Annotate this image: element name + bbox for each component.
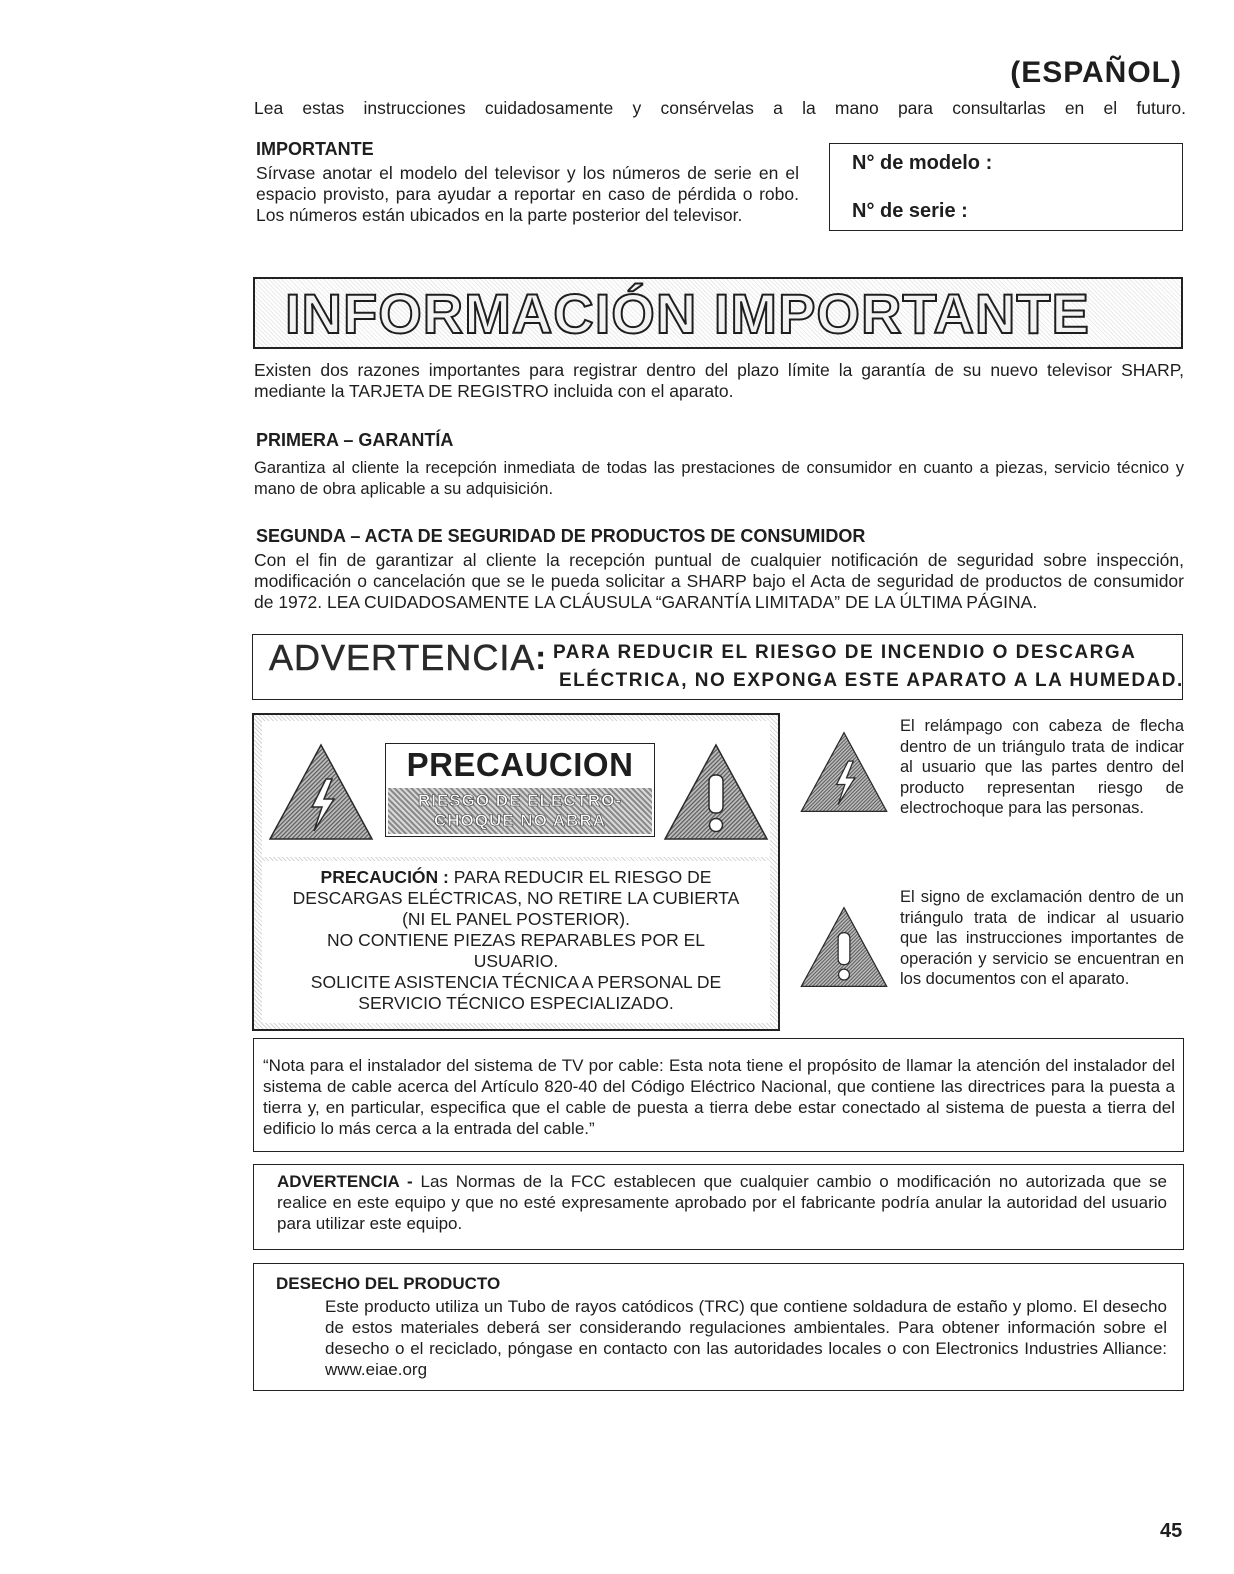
intro-text: Lea estas instrucciones cuidadosamente y consérvelas a la mano para consultarlas en el futuro. [254,98,1186,118]
caution-label: PRECAUCIÓN : [320,867,449,887]
exclamation-triangle-icon [663,743,769,841]
fcc-warning-label: ADVERTENCIA - [277,1172,413,1191]
caution-line-4: NO CONTIENE PIEZAS REPARABLES POR EL [327,930,705,950]
precaucion-title: PRECAUCION [406,746,634,783]
lightning-triangle-icon [799,731,889,813]
disposal-title: DESECHO DEL PRODUCTO [276,1274,501,1293]
caution-label-lower [262,861,770,1023]
first-reason-body: Garantiza al cliente la recepción inmediata de todas las prestaciones de consumidor en cuanto a piezas, servicio técnico y mano de obra aplicable a su adquisición. [254,459,1184,498]
shock-risk-line-1: RIESGO DE ELECTRO- [417,791,623,810]
important-info-banner [253,277,1183,349]
model-serial-box [829,143,1183,231]
shock-risk-line-2: CHOQUE NO ABRA [433,811,607,830]
caution-line-2: DESCARGAS ELÉCTRICAS, NO RETIRE LA CUBIERTA [292,888,740,908]
caution-line-3: (NI EL PANEL POSTERIOR). [402,909,630,929]
warning-line-1: PARA REDUCIR EL RIESGO DE INCENDIO O DESCARGA [553,642,1137,663]
product-disposal-box [253,1263,1184,1391]
lightning-triangle-icon [268,743,374,841]
second-reason-title: SEGUNDA – ACTA DE SEGURIDAD DE PRODUCTOS DE CONSUMIDOR [256,526,866,546]
disposal-body: Este producto utiliza un Tubo de rayos catódicos (TRC) que contiene soldadura de estaño y plomo. El desecho de estos materiales deberá ser considerando regulaciones ambientales. Para obtener información sobre el desecho o el reciclado, póngase en contacto con las autoridades locales o con Electronics Industries Alliance: www.eiae.org [325,1297,1167,1379]
caution-line-6: SOLICITE ASISTENCIA TÉCNICA A PERSONAL DE [310,972,722,992]
fcc-warning-box [253,1164,1184,1250]
caution-label-upper [262,721,770,857]
registration-intro: Existen dos razones importantes para registrar dentro del plazo límite la garantía de su nuevo televisor SHARP, mediante la TARJETA DE REGISTRO incluida con el aparato. [254,360,1184,401]
language-heading: (ESPAÑOL) [1010,56,1182,89]
precaucion-box [385,743,655,837]
caution-text [262,867,770,1014]
warning-line-2: ELÉCTRICA, NO EXPONGA ESTE APARATO A LA HUMEDAD. [559,670,1184,691]
serial-number-label: N° de serie : [852,200,968,222]
caution-line-1: PARA REDUCIR EL RIESGO DE [453,867,712,887]
caution-label-panel [252,713,780,1031]
exclamation-triangle-icon [799,906,889,988]
humidity-warning-box [252,634,1183,700]
importante-body: Sírvase anotar el modelo del televisor y los números de serie en el espacio provisto, para ayudar a reportar en caso de pérdida o robo. Los números están ubicados en la parte posterior del televisor. [256,163,799,225]
shock-risk-strip [388,788,652,834]
importante-title: IMPORTANTE [256,139,374,159]
warning-colon: : [535,639,547,677]
exclamation-symbol-explanation: El signo de exclamación dentro de un triángulo trata de indicar al usuario que las instrucciones importantes de operación y servicio se encuentran en los documentos con el aparato. [900,888,1184,988]
second-reason-body: Con el fin de garantizar al cliente la recepción puntual de cualquier notificación de seguridad sobre inspección, modificación o cancelación que se le pueda solicitar a SHARP bajo el Acta de seguridad de productos de consumidor de 1972. LEA CUIDADOSAMENTE LA CLÁUSULA “GARANTÍA LIMITADA” DE LA ÚLTIMA PÁGINA. [254,550,1184,612]
warning-title: ADVERTENCIA [269,637,536,678]
cable-installer-note: “Nota para el instalador del sistema de TV por cable: Esta nota tiene el propósito de llamar la atención del instalador del sistema de cable acerca del Artículo 820-40 del Código Eléctrico Nacional, que contiene las directrices para la puesta a tierra y, en particular, especifica que el cable de puesta a tierra debe estar conectado al sistema de puesta a tierra del edificio lo más cerca a la entrada del cable.” [253,1038,1184,1152]
model-number-label: N° de modelo : [852,152,993,174]
fcc-warning-body: Las Normas de la FCC establecen que cualquier cambio o modificación no autorizada que se realice en este equipo y que no esté expresamente aprobado por el fabricante podría anular la autoridad del usuario para utilizar este equipo. [277,1172,1167,1233]
first-reason-title: PRIMERA – GARANTÍA [256,430,454,450]
lightning-symbol-explanation: El relámpago con cabeza de flecha dentro de un triángulo trata de indicar al usuario que las partes dentro del producto representan riesgo de electrochoque para las personas. [900,717,1184,817]
caution-line-7: SERVICIO TÉCNICO ESPECIALIZADO. [358,993,674,1013]
caution-line-5: USUARIO. [473,951,559,971]
page-number: 45 [1160,1520,1183,1542]
banner-title: INFORMACIÓN IMPORTANTE [285,282,1090,345]
